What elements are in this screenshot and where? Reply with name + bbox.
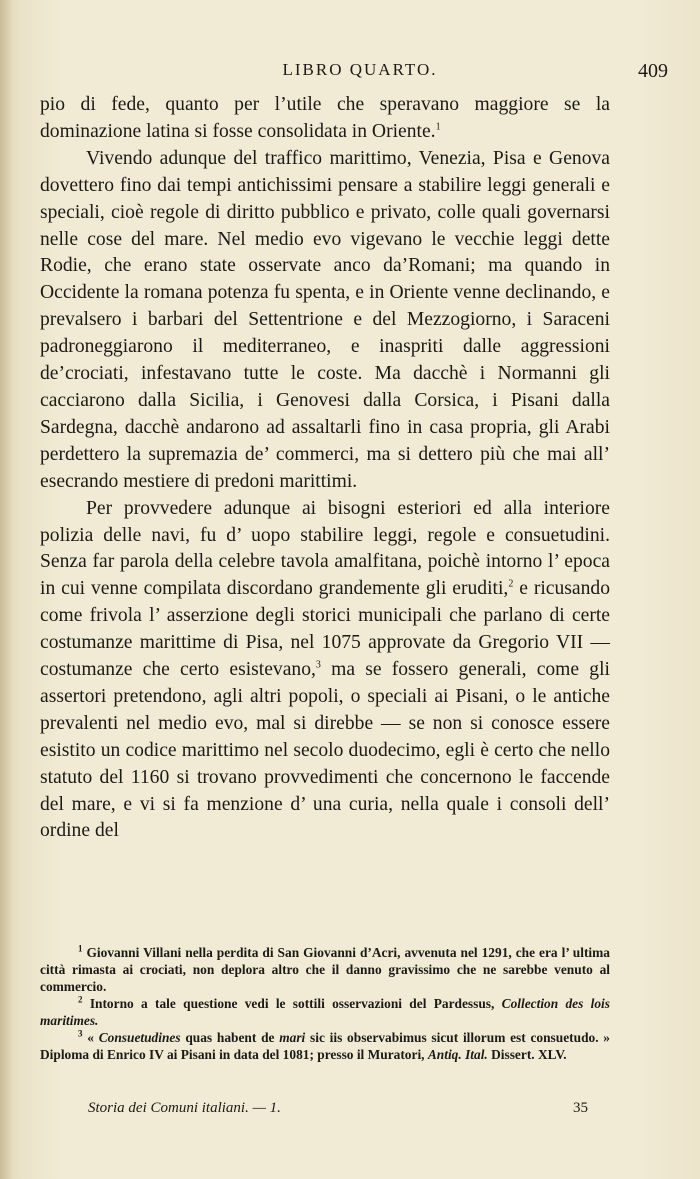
footnote-3-italic-3: Antiq. Ital. [427, 1047, 488, 1062]
footnote-2 [40, 995, 610, 1029]
footnote-ref-3: 3 [315, 659, 321, 671]
footnote-ref-1: 1 [435, 121, 441, 133]
footnote-1-text: Giovanni Villani nella perdita di San Giovanni d’Acri, avvenuta nel 1291, che era l’ ultima città rimasta ai crociati, non deplora altro che il danno gravissimo che ne sarebbe venuto al commercio. [40, 945, 610, 994]
paragraph-3 [40, 496, 610, 846]
signature-number: 35 [573, 1100, 588, 1116]
page-footer [88, 1100, 588, 1122]
footnote-3-italic-1: Consuetudines [98, 1030, 181, 1045]
footnote-3 [40, 1029, 610, 1063]
paragraph-1 [40, 92, 610, 146]
footnote-3-text-3: Dissert. XLV. [487, 1047, 567, 1062]
running-title: LIBRO QUARTO. [282, 60, 438, 79]
page-header [40, 60, 680, 88]
footnote-1 [40, 944, 610, 995]
footnote-ref-2: 2 [508, 578, 514, 590]
page-number: 409 [638, 60, 668, 82]
footnote-3-mark: 3 [78, 1028, 83, 1039]
footnote-1-mark: 1 [78, 943, 83, 954]
main-text [40, 92, 610, 845]
footnote-2-text: Intorno a tale questione vedi le sottili osservazioni del Pardessus, [89, 996, 502, 1011]
paragraph-3-part-2: e ricusando come frivola l’ asserzione degli storici municipali che parlano di certe costumanze marittime di Pisa, nel 1075 approvate da Gregorio VII — costumanze che certo esistevano, [40, 578, 610, 681]
footnote-3-open-quote: « [87, 1030, 99, 1045]
signature-title: Storia dei Comuni italiani. — 1. [88, 1100, 281, 1116]
paragraph-3-part-1: Per provvedere adunque ai bisogni esteriori ed alla interiore polizia delle navi, fu d’ uopo stabilire leggi, regole e consuetudini. Senza far parola della celebre tavola amalfitana, poichè intorno l’ epoca in cui venne compilata discordano grandemente gli eruditi, [40, 497, 610, 600]
footnotes [40, 944, 610, 1063]
paragraph-3-part-3: ma se fossero generali, come gli assertori pretendono, agli altri popoli, o speciali ai Pisani, o le antiche prevalenti nel medio evo, mal si direbbe — se non si conosce essere esistito un codice marittimo nel secolo duodecimo, egli è certo che nello statuto del 1160 si trovano provvedimenti che concernono le faccende del mare, e vi si fa menzione d’ una curia, nella quale i consoli dell’ ordine del [40, 659, 610, 842]
page-binding-shadow [0, 0, 12, 1179]
footnote-3-text-2: sic iis observabimus sicut illorum est consuetudo. » Diploma di Enrico IV ai Pisani in data del 1081; presso il Muratori, [40, 1030, 611, 1062]
footnote-3-italic-2: mari [279, 1030, 306, 1045]
footnote-2-mark: 2 [78, 994, 83, 1005]
footnote-3-text-1: quas habent de [180, 1030, 280, 1045]
footnote-2-title: Collection des lois maritimes. [40, 996, 610, 1028]
paragraph-1-text: pio di fede, quanto per l’utile che speravano maggiore se la dominazione latina si fosse consolidata in Oriente. [40, 94, 610, 142]
paragraph-2: Vivendo adunque del traffico marittimo, Venezia, Pisa e Genova dovettero fino dai tempi antichissimi pensare a stabilire leggi generali e speciali, cioè regole di diritto pubblico e privato, colle quali governarsi nelle cose del mare. Nel medio evo vigevano le vecchie leggi dette Rodie, che erano state osservate anco da’Romani; ma quando in Occidente la romana potenza fu spenta, e in Oriente venne declinando, e prevalsero i barbari del Settentrione e del Mezzogiorno, i Saraceni padroneggiarono il mediterraneo, e inaspriti dalle aggressioni de’crociati, infestavano tutte le coste. Ma dacchè i Normanni gli cacciarono dalla Sicilia, i Genovesi dalla Corsica, i Pisani dalla Sardegna, dacchè andarono ad assaltarli fino in casa propria, gli Arabi perdettero la supremazia de’ commerci, ma si dettero più che mai all’ esecrando mestiere di predoni marittimi. [40, 147, 610, 492]
